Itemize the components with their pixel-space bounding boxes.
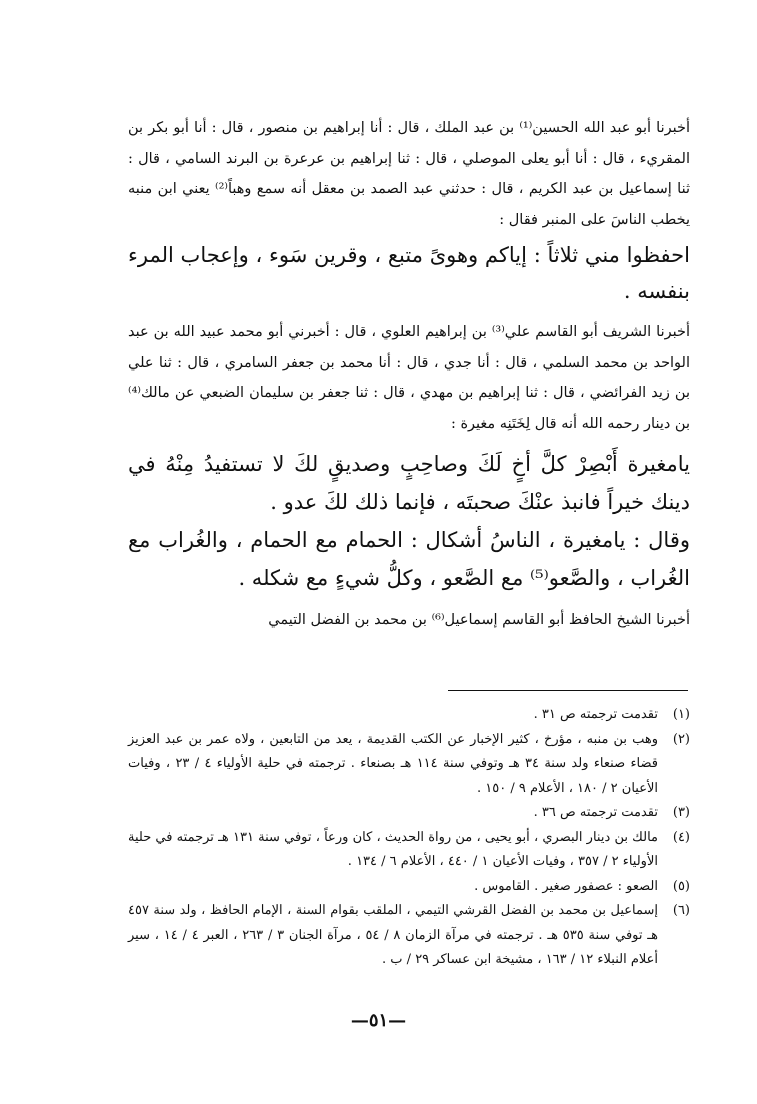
footnote-text: الصعو : عصفور صغير . القاموس .: [474, 878, 658, 894]
footnote-divider: [448, 690, 688, 691]
footnote-text: تقدمت ترجمته ص ٣٦ .: [533, 805, 658, 820]
paragraph-isnad-ismail: أخبرنا الشيخ الحافظ أبو القاسم إسماعيل⁽⁶⁾ بن محمد بن الفضل التيمي: [268, 612, 690, 628]
footnote-2: [128, 728, 690, 802]
footnote-number: (٢): [672, 731, 690, 747]
footnote-text: مالك بن دينار البصري ، أبو يحيى ، من رواة الحديث ، كان ورعاً ، توفي سنة ١٣١ هـ ترجمته في حلية الأولياء ٢ / ٣٥٧ ، وفيات الأعيان ١ / ٤٤٠ ، الأعلام ٦ / ١٣٤ .: [128, 829, 658, 869]
footnote-number: (٣): [672, 805, 690, 820]
main-text-block: [128, 113, 690, 636]
footnote-6: [128, 899, 690, 973]
paragraph-isnad-wahb: أخبرنا أبو عبد الله الحسين⁽¹⁾ بن عبد الملك ، قال : أنا إبراهيم بن منصور ، قال : أنا أبو بكر بن المقريء ، قال : أنا أبو يعلى الموصلي ، قال : ثنا إبراهيم بن عرعرة بن البرند السامي ، قال : ثنا إسماعيل بن عبد الكريم ، قال : حدثني عبد الصمد بن معقل أنه سمع وهباً⁽²⁾ يعني ابن منبه يخطب الناسَ على المنبر فقال :: [128, 120, 691, 228]
footnote-number: (٤): [672, 829, 690, 845]
footnote-text: تقدمت ترجمته ص ٣١ .: [533, 707, 658, 722]
quote-malik-people: وقال : يامغيرة ، الناسُ أشكال : الحمام مع الحمام ، والغُراب مع الغُراب ، والصَّعو⁽⁵⁾ مع الصَّعو ، وكلُّ شيءٍ مع شكله .: [128, 528, 690, 590]
page-number: —٥١—: [350, 1010, 407, 1031]
footnote-number: (٦): [672, 903, 690, 918]
footnote-5: [128, 875, 690, 900]
footnote-text: إسماعيل بن محمد بن الفضل القرشي التيمي ، الملقب بقوام السنة ، الإمام الحافظ ، ولد سنة ٤٥٧ هـ توفي سنة ٥٣٥ هـ . ترجمته في مرآة الزمان ٨ / ٥٤ ، مرآة الجنان ٣ / ٢٦٣ ، العبر ٤ / ١٤ ، سير أعلام النبلاء ١٢ / ١٦٣ ، مشيخة ابن عساكر ٢٩ / ب .: [128, 903, 658, 967]
footnote-number: (٥): [672, 878, 690, 894]
paragraph-isnad-malik: أخبرنا الشريف أبو القاسم علي⁽³⁾ بن إبراهيم العلوي ، قال : أخبرني أبو محمد عبيد الله بن عبد الواحد بن محمد السلمي ، قال : أنا جدي ، قال : أنا محمد بن جعفر السامري ، قال : ثنا علي بن زيد الفرائضي ، قال : ثنا إبراهيم بن مهدي ، قال : ثنا جعفر بن سليمان الضبعي عن مالك⁽⁴⁾ بن دينار رحمه الله أنه قال لِخَتَنِه مغيرة :: [128, 324, 690, 432]
quote-malik-brothers: يامغيرة أَبْصِرْ كلَّ أخٍ لَكَ وصاحِبٍ وصديقٍ لكَ لا تستفيدُ مِنْهُ في دينك خيراً فانبذ عنْكَ صحبتَه ، فإنما ذلك لكَ عدو .: [128, 452, 690, 514]
footnote-3: [128, 801, 690, 826]
footnote-4: [128, 826, 690, 875]
quote-wahb: احفظوا مني ثلاثاً : إياكم وهوىً متبع ، وقرين سَوء ، وإعجاب المرء بنفسه .: [128, 243, 690, 303]
footnote-text: وهب بن منبه ، مؤرخ ، كثير الإخبار عن الكتب القديمة ، يعد من التابعين ، ولاه عمر بن عبد العزيز قضاء صنعاء ولد سنة ٣٤ هـ وتوفي سنة ١١٤ هـ بصنعاء . ترجمته في حلية الأولياء ٤ / ٢٣ ، وفيات الأعيان ٢ / ١٨٠ ، الأعلام ٩ / ١٥٠ .: [128, 731, 659, 796]
footnote-number: (١): [672, 707, 690, 722]
footnote-1: [128, 703, 690, 728]
footnotes: [128, 703, 690, 973]
